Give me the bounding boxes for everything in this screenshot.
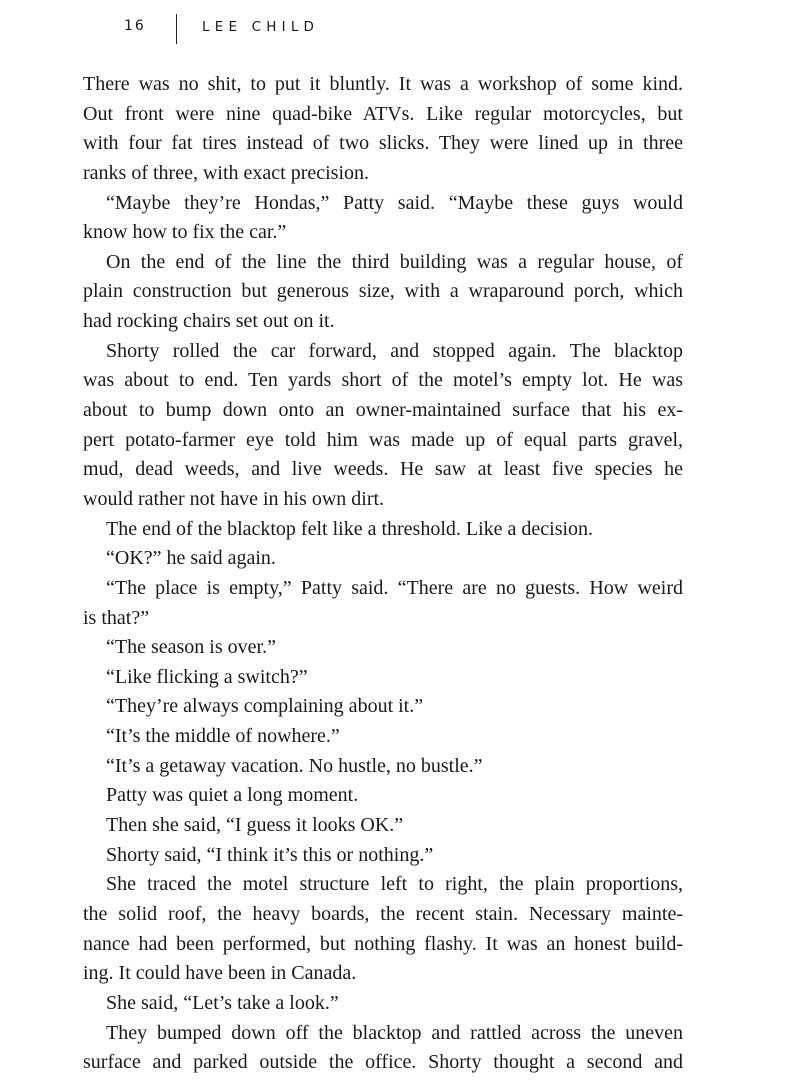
text-line: “OK?” he said again. [106, 547, 276, 570]
text-line: Out front were nine quad-bike ATVs. Like regular motorcycles, but [83, 102, 683, 125]
text-line: She traced the motel structure left to right, the plain proportions, [106, 873, 683, 896]
text-line: plain construction but generous size, with a wraparound porch, which [83, 280, 683, 303]
text-line: was about to end. Ten yards short of the motel’s empty lot. He was [83, 369, 683, 392]
page-number: 16 [124, 18, 146, 34]
text-line: Shorty said, “I think it’s this or nothing.” [106, 843, 434, 866]
text-line: mud, dead weeds, and live weeds. He saw at least five species he [83, 458, 683, 481]
text-line: She said, “Let’s take a look.” [106, 991, 339, 1014]
text-line: The end of the blacktop felt like a threshold. Like a decision. [106, 517, 594, 540]
text-line: with four fat tires instead of two slicks. They were lined up in three [83, 132, 683, 155]
text-line: “They’re always complaining about it.” [106, 695, 424, 718]
text-line: Then she said, “I guess it looks OK.” [106, 814, 404, 837]
text-line: would rather not have in his own dirt. [83, 487, 385, 510]
author-name: LEE CHILD [202, 19, 320, 35]
text-line: had rocking chairs set out on it. [83, 310, 335, 333]
text-line: They bumped down off the blacktop and rattled across the uneven [106, 1021, 683, 1044]
text-line: “It’s the middle of nowhere.” [106, 725, 340, 748]
running-head [0, 14, 800, 44]
body-text [83, 70, 683, 1078]
text-line: ranks of three, with exact precision. [83, 161, 370, 184]
text-line: “The place is empty,” Patty said. “There are no guests. How weird [106, 576, 683, 599]
text-line: about to bump down onto an owner-maintained surface that his ex- [83, 399, 683, 422]
text-line: pert potato-farmer eye told him was made up of equal parts gravel, [83, 428, 683, 451]
text-line: “Maybe they’re Hondas,” Patty said. “Maybe these guys would [106, 191, 683, 214]
text-line: ing. It could have been in Canada. [83, 962, 357, 985]
text-line: know how to fix the car.” [83, 221, 287, 244]
text-line: “Like flicking a switch?” [106, 665, 308, 688]
text-line: “It’s a getaway vacation. No hustle, no bustle.” [106, 754, 483, 777]
text-line: “The season is over.” [106, 636, 276, 659]
text-line: nance had been performed, but nothing flashy. It was an honest build- [83, 932, 683, 955]
text-line: On the end of the line the third building was a regular house, of [106, 250, 683, 273]
text-line: Shorty rolled the car forward, and stopped again. The blacktop [106, 339, 683, 362]
text-line: surface and parked outside the office. Shorty thought a second and [83, 1051, 683, 1074]
text-line: Patty was quiet a long moment. [106, 784, 359, 807]
text-line: the solid roof, the heavy boards, the recent stain. Necessary mainte- [83, 902, 683, 925]
header-divider [176, 14, 177, 44]
text-line: There was no shit, to put it bluntly. It was a workshop of some kind. [83, 73, 683, 95]
text-line: is that?” [83, 606, 150, 629]
